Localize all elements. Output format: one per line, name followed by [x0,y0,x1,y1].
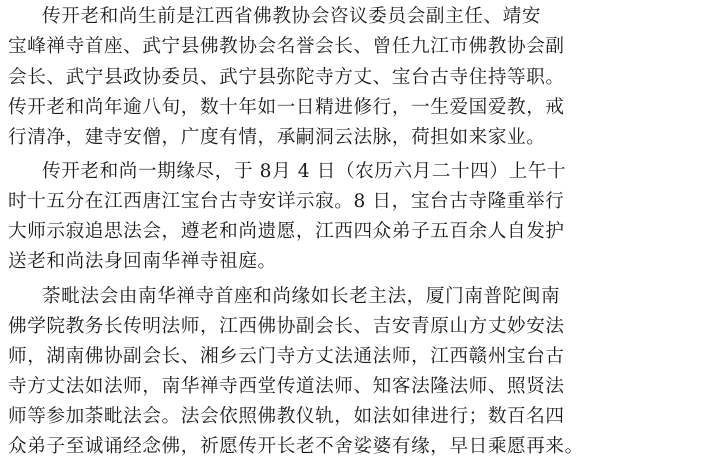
paragraph-1-line-5: 行清净，建寺安僧，广度有情，承嗣洞云法脉，荷担如来家业。 [8,127,546,148]
paragraph-2-line-3: 大师示寂追思法会，遵老和尚遗愿，江西四众弟子五百余人自发护 [8,221,565,242]
paragraph-1-line-1: 传开老和尚生前是江西省佛教协会咨议委员会副主任、靖安 [42,6,542,27]
paragraph-1-line-2: 宝峰禅寺首座、武宁县佛教协会名誉会长、曾任九江市佛教协会副 [8,36,565,57]
paragraph-3-line-3: 师，湖南佛协副会长、湘乡云门寺方丈法通法师，江西赣州宝台古 [8,346,565,367]
paragraph-3-line-4: 寺方丈法如法师，南华禅寺西堂传道法师、知客法隆法师、照贤法 [8,376,565,397]
paragraph-2-line-1: 传开老和尚一期缘尽，于 8月 4 日（农历六月二十四）上午十 [42,161,567,182]
paragraph-1-line-4: 传开老和尚年逾八旬，数十年如一日精进修行，一生爱国爱教，戒 [8,97,565,118]
paragraph-2-line-2: 时十五分在江西唐江宝台古寺安详示寂。8 日，宝台古寺隆重举行 [8,191,565,212]
paragraph-3-line-6: 众弟子至诚诵经念佛，祈愿传开长老不舍娑婆有缘，早日乘愿再来。 [8,436,584,457]
paragraph-2-line-4: 送老和尚法身回南华禅寺祖庭。 [8,251,277,272]
paragraph-1-line-3: 会长、武宁县政协委员、武宁县弥陀寺方丈、宝台古寺住持等职。 [8,67,565,88]
paragraph-3-line-5: 师等参加荼毗法会。法会依照佛教仪轨，如法如律进行；数百名四 [8,406,565,427]
paragraph-3-line-1: 荼毗法会由南华禅寺首座和尚缘如长老主法，厦门南普陀闽南 [42,286,561,307]
paragraph-3-line-2: 佛学院教务长传明法师，江西佛协副会长、吉安青原山方丈妙安法 [8,316,565,337]
